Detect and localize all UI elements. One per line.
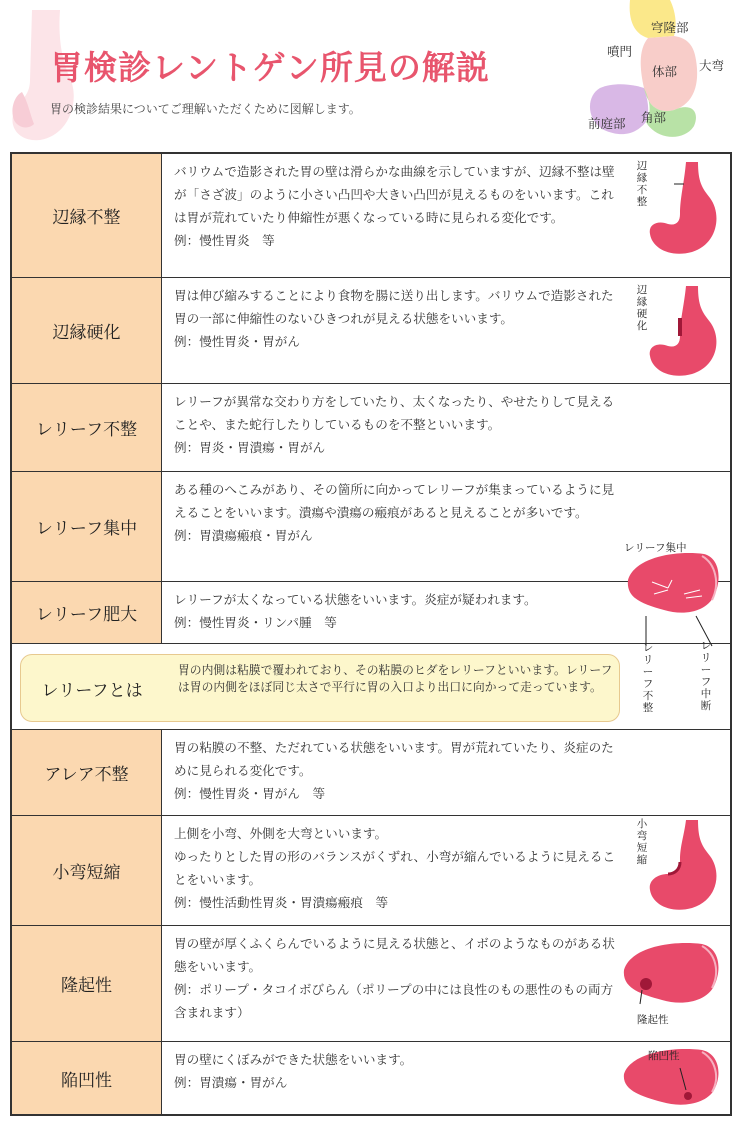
table-row xyxy=(12,816,730,926)
term-cell: 辺縁不整 xyxy=(12,154,162,277)
description-cell xyxy=(174,588,619,634)
stomach-elevated-icon xyxy=(620,938,726,1008)
label-daiwan: 大弯 xyxy=(699,58,725,73)
description-cell xyxy=(174,478,619,547)
header xyxy=(0,0,750,150)
table-row xyxy=(12,472,730,582)
label-kakubu: 角部 xyxy=(641,110,667,125)
description-text: レリーフが異常な交わり方をしていたり、太くなったり、やせたりして見えることや、また蛇行したりしているものを不整といいます。 xyxy=(174,394,615,432)
table-row xyxy=(12,278,730,384)
label-funmon: 噴門 xyxy=(607,44,633,59)
relief-interruption-label: レリーフ中断 xyxy=(700,640,712,712)
example-text: 例：胃潰瘍・胃がん xyxy=(174,1075,288,1090)
example-text: 例：ポリープ・タコイボびらん（ポリープの中には良性のもの悪性のもの両方含まれます） xyxy=(174,982,614,1020)
illus-label: 隆起性 xyxy=(637,1014,669,1026)
illus-label: 小弯短縮 xyxy=(636,818,648,866)
term-cell: 辺縁硬化 xyxy=(12,278,162,383)
label-zenteibu: 前庭部 xyxy=(588,116,626,131)
description-text: 胃の壁にくぼみができた状態をいいます。 xyxy=(174,1052,413,1067)
description-cell xyxy=(174,822,619,914)
description-text: バリウムで造影された胃の壁は滑らかな曲線を示していますが、辺縁不整は壁が「さざ波」のように小さい凸凹や大きい凸凹が見えるものをいいます。これは胃が荒れていたり伸縮性が悪くなっている時に見られる変化です。 xyxy=(174,164,615,225)
page-subtitle: 胃の検診結果についてご理解いただくために図解します。 xyxy=(50,102,361,116)
description-cell xyxy=(174,160,619,252)
example-text: 例：胃潰瘍瘢痕・胃がん xyxy=(174,528,313,543)
description-cell xyxy=(174,390,619,459)
relief-info-description: 胃の内側は粘膜で覆われており、その粘膜のヒダをレリーフといいます。レリーフは胃の内側をほぼ同じ太さで平行に胃の入口より出口に向かって走っています。 xyxy=(178,663,613,694)
table-row xyxy=(12,384,730,472)
example-text: 例：慢性胃炎・胃がん 等 xyxy=(174,786,326,801)
relief-irregular-label: レリーフ不整 xyxy=(642,642,654,714)
term-cell: レリーフ肥大 xyxy=(12,582,162,643)
description-text: 胃の壁が厚くふくらんでいるように見える状態と、イボのようなものがある状態をいいます。 xyxy=(174,936,615,974)
term-cell: 隆起性 xyxy=(12,926,162,1041)
relief-concentration-label: レリーフ集中 xyxy=(624,542,687,554)
description-text: 上側を小弯、外側を大弯といいます。 ゆったりとした胃の形のバランスがくずれ、小弯が縮んでいるように見えることをいいます。 xyxy=(174,826,616,887)
description-cell xyxy=(174,1048,619,1094)
relief-info-box xyxy=(20,654,620,722)
example-text: 例：慢性活動性胃炎・胃潰瘍瘢痕 等 xyxy=(174,895,389,910)
term-cell: 小弯短縮 xyxy=(12,816,162,925)
relief-info-row xyxy=(12,644,730,730)
example-text: 例：慢性胃炎 等 xyxy=(174,233,275,248)
term-cell: 陥凹性 xyxy=(12,1042,162,1114)
description-text: 胃は伸び縮みすることにより食物を腸に送り出します。バリウムで造影された胃の一部に伸縮性のないひきつれが見える状態をいいます。 xyxy=(174,288,614,326)
term-cell: レリーフ不整 xyxy=(12,384,162,471)
relief-info-term: レリーフとは xyxy=(41,680,143,701)
example-text: 例：胃炎・胃潰瘍・胃がん xyxy=(174,440,326,455)
illus-label: 辺縁硬化 xyxy=(636,284,648,332)
stomach-rigid-margin-icon xyxy=(640,282,728,382)
stomach-irregular-margin-icon xyxy=(640,158,728,262)
stomach-short-lesser-curvature-icon xyxy=(640,816,728,916)
label-taibu: 体部 xyxy=(652,64,678,79)
illus-label: 陥凹性 xyxy=(648,1050,680,1062)
term-cell: レリーフ集中 xyxy=(12,472,162,581)
table-row xyxy=(12,730,730,816)
page-title: 胃検診レントゲン所見の解説 xyxy=(50,48,490,87)
description-cell xyxy=(174,932,619,1024)
description-text: レリーフが太くなっている状態をいいます。炎症が疑われます。 xyxy=(174,592,537,607)
table-row xyxy=(12,154,730,278)
example-text: 例：慢性胃炎・リンパ腫 等 xyxy=(174,615,337,630)
label-kyuuryuubu: 穹隆部 xyxy=(651,20,689,35)
description-text: ある種のへこみがあり、その箇所に向かってレリーフが集まっているように見えることをいいます。潰瘍や潰瘍の瘢痕があると見えることが多いです。 xyxy=(174,482,615,520)
description-text: 胃の粘膜の不整、ただれている状態をいいます。胃が荒れていたり、炎症のために見られる変化です。 xyxy=(174,740,614,778)
example-text: 例：慢性胃炎・胃がん xyxy=(174,334,300,349)
illus-label: 辺縁不整 xyxy=(636,160,648,208)
term-cell: アレア不整 xyxy=(12,730,162,815)
description-cell xyxy=(174,736,619,805)
description-cell xyxy=(174,284,619,353)
table-row xyxy=(12,582,730,644)
stomach-relief-icon xyxy=(624,550,724,620)
